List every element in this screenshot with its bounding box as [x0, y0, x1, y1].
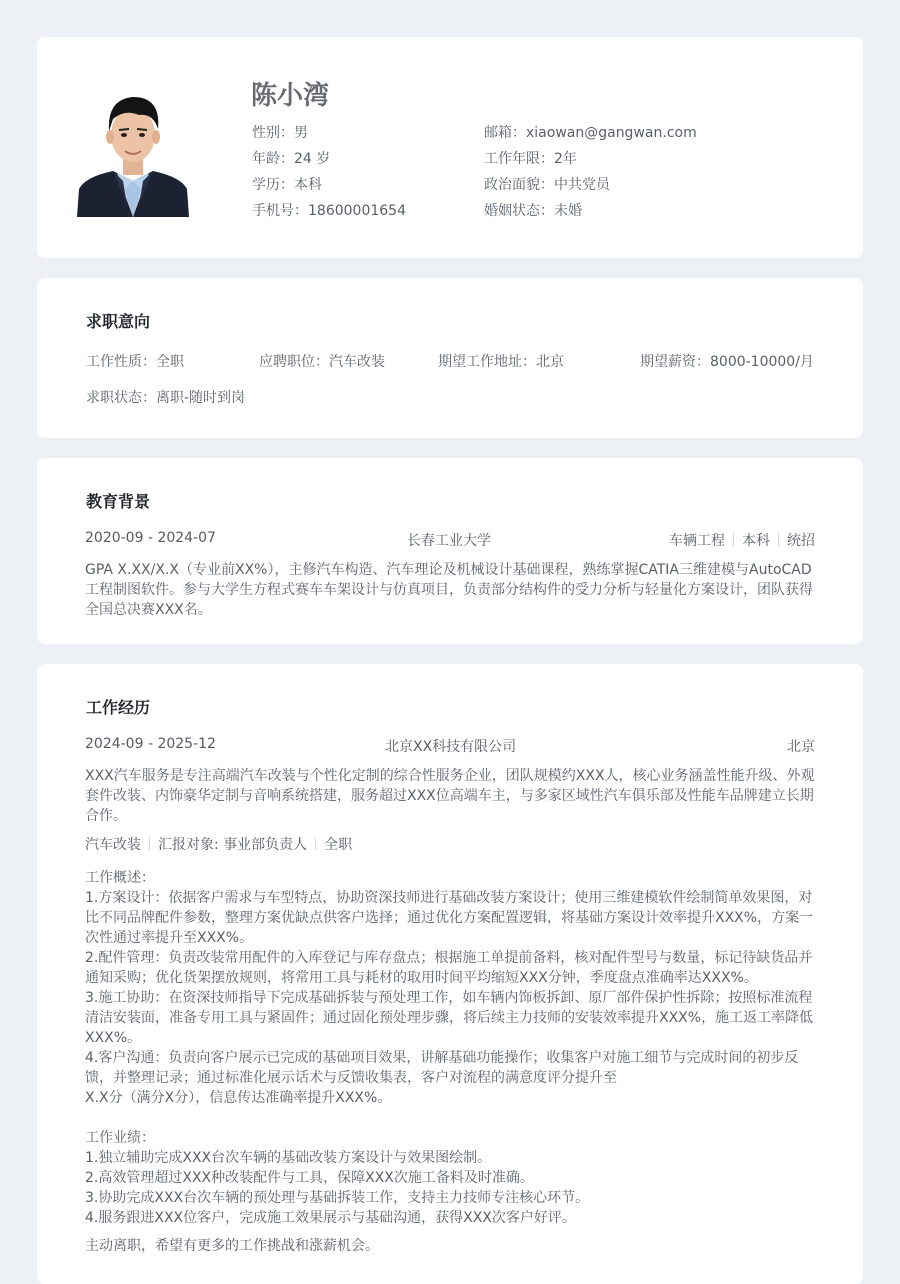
divider [778, 533, 779, 546]
text-line: 馈，并整理记录；通过标准化展示话术与反馈收集表，客户对流程的满意度评分提升至 [85, 1070, 617, 1086]
candidate-name: 陈小湾 [251, 81, 330, 111]
company-intro [85, 766, 815, 826]
education-tags [669, 530, 815, 550]
degree-tag: 本科 [742, 533, 770, 549]
degree-value: 本科 [294, 177, 322, 193]
job-intent-card [37, 278, 863, 438]
marital-status-value: 未婚 [554, 203, 582, 219]
text-line: 3.协助完成XXX台次车辆的预处理与基础拆装工作，支持主力技师专注核心环节。 [85, 1190, 590, 1206]
job-status-field [86, 387, 245, 407]
avatar [73, 85, 193, 217]
degree-label: 学历： [252, 177, 294, 193]
leave-reason: 主动离职，希望有更多的工作挑战和涨薪机会。 [85, 1238, 379, 1254]
job-type-value: 全职 [156, 354, 184, 370]
position-field [259, 351, 385, 371]
job-status-value: 离职-随时到岗 [156, 390, 246, 406]
text-line: GPA X.XX/X.X（专业前XX%），主修汽车构造、汽车理论及机械设计基础课程，熟练掌握CATIA三维建模与AutoCAD [85, 562, 812, 578]
job-type-label: 工作性质： [86, 354, 156, 370]
text-line: 4.客户沟通：负责向客户展示已完成的基础项目效果，讲解基础功能操作；收集客户对施工细节与完成时间的初步反 [85, 1050, 799, 1066]
enrollment-tag: 统招 [787, 533, 815, 549]
work-tags [85, 834, 352, 854]
section-title-work: 工作经历 [86, 698, 151, 717]
text-line: 2.高效管理超过XXX种改装配件与工具，保障XXX次施工备料及时准确。 [85, 1170, 534, 1186]
salary-label: 期望薪资： [640, 354, 710, 370]
section-title-education: 教育背景 [86, 492, 151, 511]
employment-type-tag: 全职 [324, 837, 353, 853]
text-line: 1.方案设计：依据客户需求与车型特点，协助资深技师进行基础改装方案设计；使用三维建模软件绘制简单效果图，对 [85, 890, 813, 906]
salary-field [640, 351, 814, 371]
profile-card [37, 37, 863, 258]
text-line: 套件改装、内饰豪华定制与音响系统搭建，服务超过XXX位高端车主，与多家区域性汽车俱乐部及性能车品牌建立长期 [85, 788, 814, 804]
text-line: 3.施工协助：在资深技师指导下完成基础拆装与预处理工作，如车辆内饰板拆卸、原厂部件保护性拆除；按照标准流程 [85, 990, 813, 1006]
role-tag: 汽车改装 [85, 837, 141, 853]
work-years-label: 工作年限： [484, 151, 554, 167]
position-label: 应聘职位： [259, 354, 329, 370]
position-value: 汽车改装 [329, 354, 385, 370]
marital-status-field [484, 200, 582, 220]
work-years-value: 2年 [554, 151, 577, 167]
education-date: 2020-09 - 2024-07 [85, 530, 216, 546]
text-line: 次性通过率提升至XXX%。 [85, 930, 254, 946]
text-line: 4.服务跟进XXX位客户，完成施工效果展示与基础沟通，获得XXX次客户好评。 [85, 1210, 576, 1226]
text-line: 清洁安装面，准备专用工具与紧固件；通过固化预处理步骤，将后续主力技师的安装效率提升XXX%，施工返工率降低 [85, 1010, 814, 1026]
political-status-field [484, 174, 610, 194]
phone-field [252, 200, 406, 220]
gender-field [252, 122, 308, 142]
school-name: 长春工业大学 [407, 533, 491, 549]
education-card [37, 458, 863, 644]
text-line: 工作业绩： [85, 1130, 155, 1146]
text-line: 全国总决赛XXX名。 [85, 602, 212, 618]
text-line: 工程制图软件。参与大学生方程式赛车车架设计与仿真项目，负责部分结构件的受力分析与轻量化方案设计，团队获得 [85, 582, 813, 598]
political-status-label: 政治面貌： [484, 177, 554, 193]
gender-label: 性别： [252, 125, 294, 141]
location-label: 期望工作地址： [438, 354, 536, 370]
report-to-tag: 汇报对象: 事业部负责人 [158, 837, 308, 853]
age-value: 24 岁 [294, 151, 331, 167]
email-field [484, 122, 697, 142]
phone-value: 18600001654 [308, 203, 406, 219]
divider [315, 837, 316, 850]
political-status-value: 中共党员 [554, 177, 610, 193]
salary-value: 8000-10000/月 [710, 354, 814, 370]
age-label: 年龄： [252, 151, 294, 167]
text-line: 合作。 [85, 808, 127, 824]
degree-field [252, 174, 322, 194]
work-city: 北京 [787, 739, 815, 755]
text-line: 1.独立辅助完成XXX台次车辆的基础改装方案设计与效果图绘制。 [85, 1150, 492, 1166]
location-value: 北京 [536, 354, 564, 370]
section-title-intent: 求职意向 [86, 312, 151, 331]
text-line: 工作概述： [85, 870, 155, 886]
divider [149, 837, 150, 850]
work-details [85, 868, 815, 1228]
education-description [85, 560, 815, 620]
phone-label: 手机号： [252, 203, 308, 219]
email-label: 邮箱： [484, 125, 526, 141]
major-tag: 车辆工程 [669, 533, 725, 549]
text-line [85, 1108, 815, 1128]
company-name: 北京XX科技有限公司 [385, 739, 517, 755]
divider [733, 533, 734, 546]
work-date: 2024-09 - 2025-12 [85, 736, 216, 752]
text-line: 2.配件管理：负责改装常用配件的入库登记与库存盘点；根据施工单提前备料，核对配件型号与数量，标记待缺货品并 [85, 950, 813, 966]
marital-status-label: 婚姻状态： [484, 203, 554, 219]
text-line: XXX汽车服务是专注高端汽车改装与个性化定制的综合性服务企业，团队规模约XXX人，核心业务涵盖性能升级、外观 [85, 768, 815, 784]
text-line: 比不同品牌配件参数，整理方案优缺点供客户选择；通过优化方案配置逻辑，将基础方案设计效率提升XXX%，方案一 [85, 910, 814, 926]
text-line: 通知采购；优化货架摆放规则，将常用工具与耗材的取用时间平均缩短XXX分钟，季度盘点准确率达XXX%。 [85, 970, 758, 986]
text-line: X.X分（满分X分），信息传达准确率提升XXX%。 [85, 1090, 392, 1106]
work-years-field [484, 148, 577, 168]
email-value: xiaowan@gangwan.com [526, 125, 697, 141]
location-field [438, 351, 564, 371]
job-type-field [86, 351, 184, 371]
work-experience-card [37, 664, 863, 1284]
gender-value: 男 [294, 125, 308, 141]
job-status-label: 求职状态： [86, 390, 156, 406]
age-field [252, 148, 330, 168]
text-line: XXX%。 [85, 1030, 142, 1046]
